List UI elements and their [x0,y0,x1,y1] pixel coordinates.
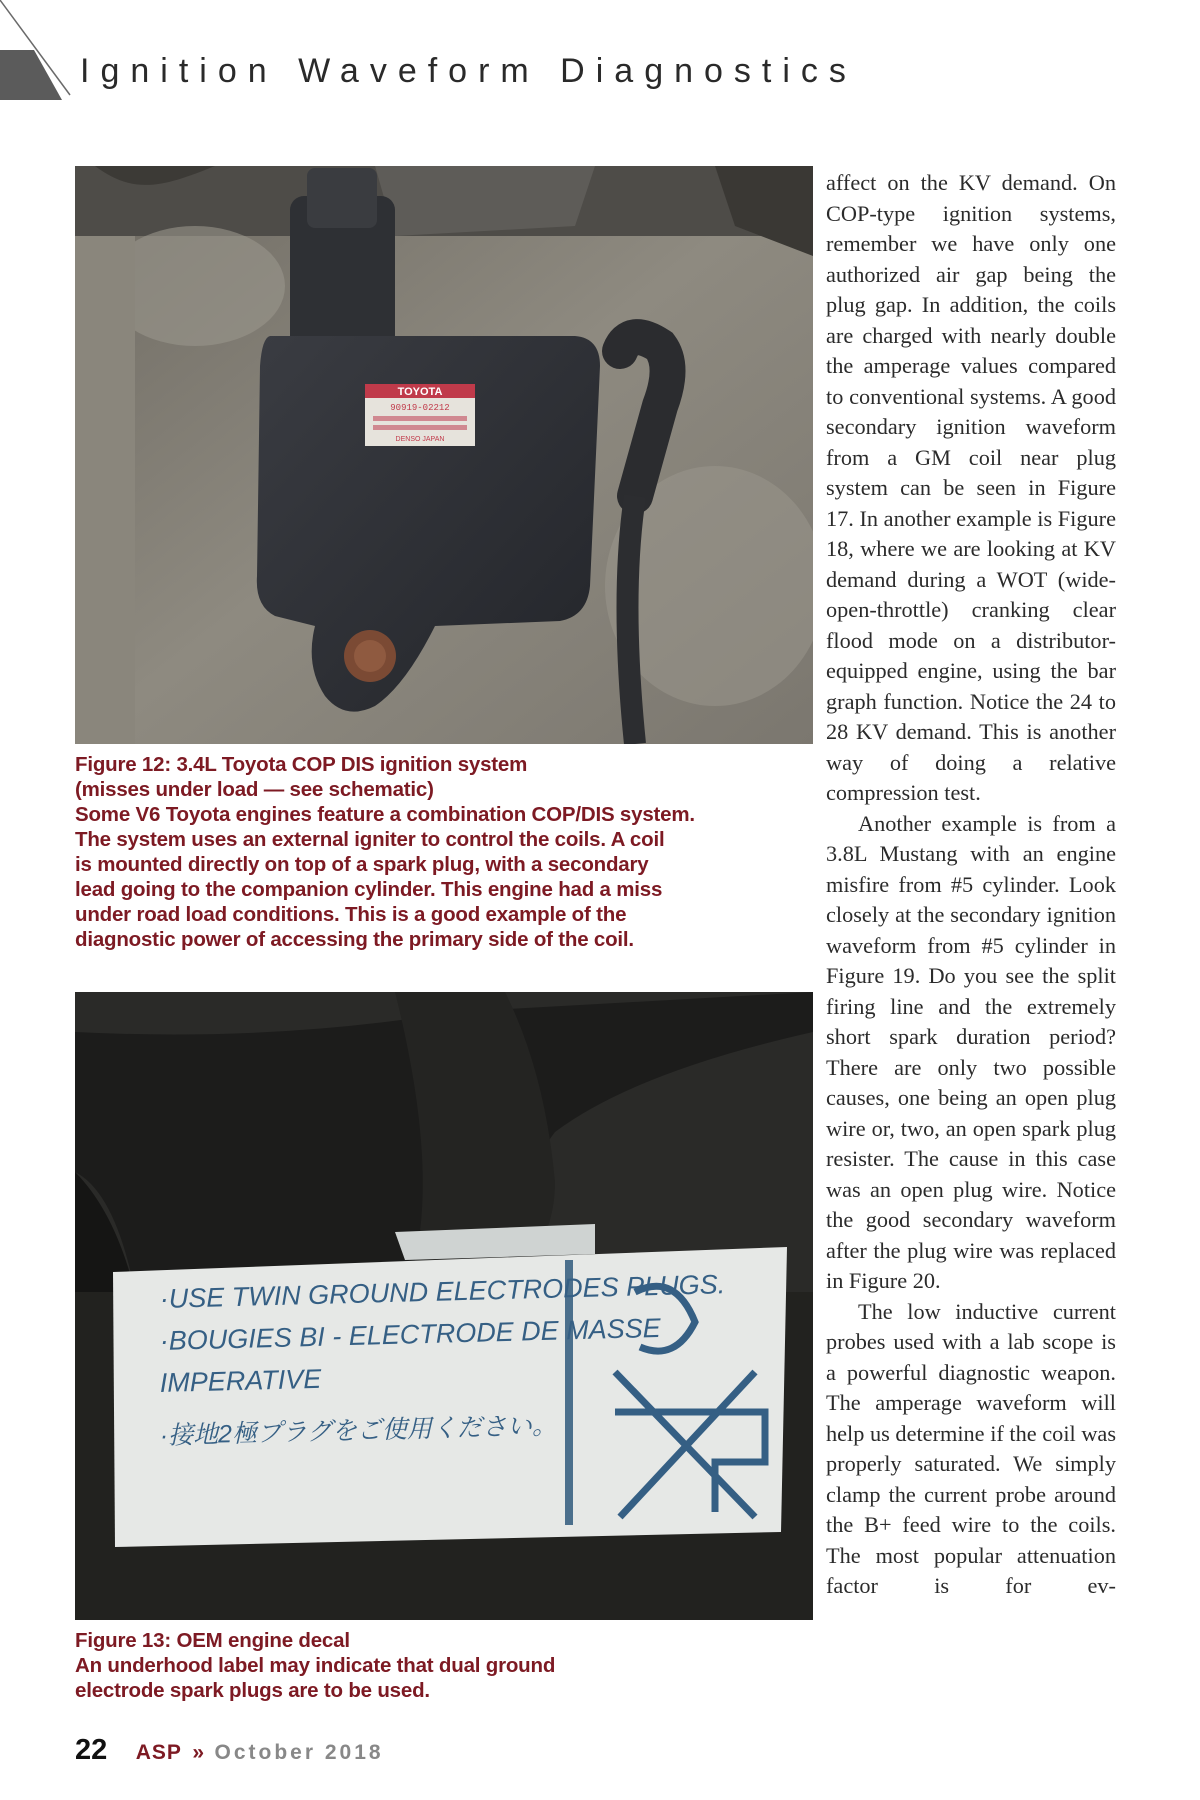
figure-13-photo [75,992,813,1620]
decal-line: ·接地2極プラグをご使用ください。 [159,1411,558,1450]
caption-body-line: diagnostic power of accessing the primary side of the coil. [75,928,634,951]
magazine-name: ASP [135,1741,182,1764]
figure-12-photo [75,166,813,744]
decal-line: ·USE TWIN GROUND ELECTRODES PLUGS. [159,1269,726,1314]
issue-date: October 2018 [214,1741,384,1764]
caption-body-line: An underhood label may indicate that dual ground [75,1654,556,1677]
coil-label-maker: DENSO JAPAN [395,436,445,443]
caption-body-line: Some V6 Toyota engines feature a combination COP/DIS system. [75,803,695,826]
caption-body-line: electrode spark plugs are to be used. [75,1679,430,1702]
caption-body-line: is mounted directly on top of a spark plug, with a secondary [75,853,649,876]
article-text-column [826,168,1116,1602]
running-header-title: Ignition Waveform Diagnostics [80,52,857,90]
article-paragraph: Another example is from a 3.8L Mustang with an engine misfire from #5 cylinder. Look closely at the secondary ignition waveform from #5 cylinder in Figure 19. Do you see the split firing line and the extremely short spark duration period? There are only two possible causes, one being an open plug wire or, two, an open spark plug resister. The cause in this case was an open plug wire. Notice the good secondary waveform after the plug wire was replaced in Figure 20. [826,810,1116,1293]
figure-13-caption [75,1628,795,1703]
figure-12-caption [75,752,795,952]
caption-title-line: Figure 13: OEM engine decal [75,1629,350,1652]
header-corner-graphic [0,0,90,100]
caption-body-line: lead going to the companion cylinder. This engine had a miss [75,878,663,901]
coil-label-part-number: 90919-02212 [390,403,450,413]
caption-title-line: Figure 12: 3.4L Toyota COP DIS ignition system [75,753,528,776]
coil-label-brand: TOYOTA [397,386,443,398]
caption-body-line: under road load conditions. This is a good example of the [75,903,627,926]
caption-body-line: The system uses an external igniter to control the coils. A coil [75,828,665,851]
footer-separator: » [192,1741,205,1764]
page-footer [75,1734,384,1767]
decal-line: ·BOUGIES BI - ELECTRODE DE MASSE [159,1312,662,1356]
article-paragraph: affect on the KV demand. On COP-type ignition systems, remember we have only one authorized air gap being the plug gap. In addition, the coils are charged with nearly double the amperage values compared to conventional systems. A good secondary ignition waveform from a GM coil near plug system can be seen in Figure 17. In another example is Figure 18, where we are looking at KV demand during a WOT (wide-open-throttle) cranking clear flood mode on a distributor-equipped engine, using the bar graph function. Notice the 24 to 28 KV demand. This is another way of doing a relative compression test. [826,170,1116,805]
decal-line: IMPERATIVE [159,1363,322,1398]
page-number: 22 [75,1734,108,1766]
caption-title-line: (misses under load — see schematic) [75,778,434,801]
article-paragraph: The low inductive current probes used with a lab scope is a powerful diagnostic weapon. The amperage waveform will help us determine if the coil was properly saturated. We simply clamp the current probe around the B+ feed wire to the coils. The most popular attenuation factor is for ev- [826,1298,1116,1598]
